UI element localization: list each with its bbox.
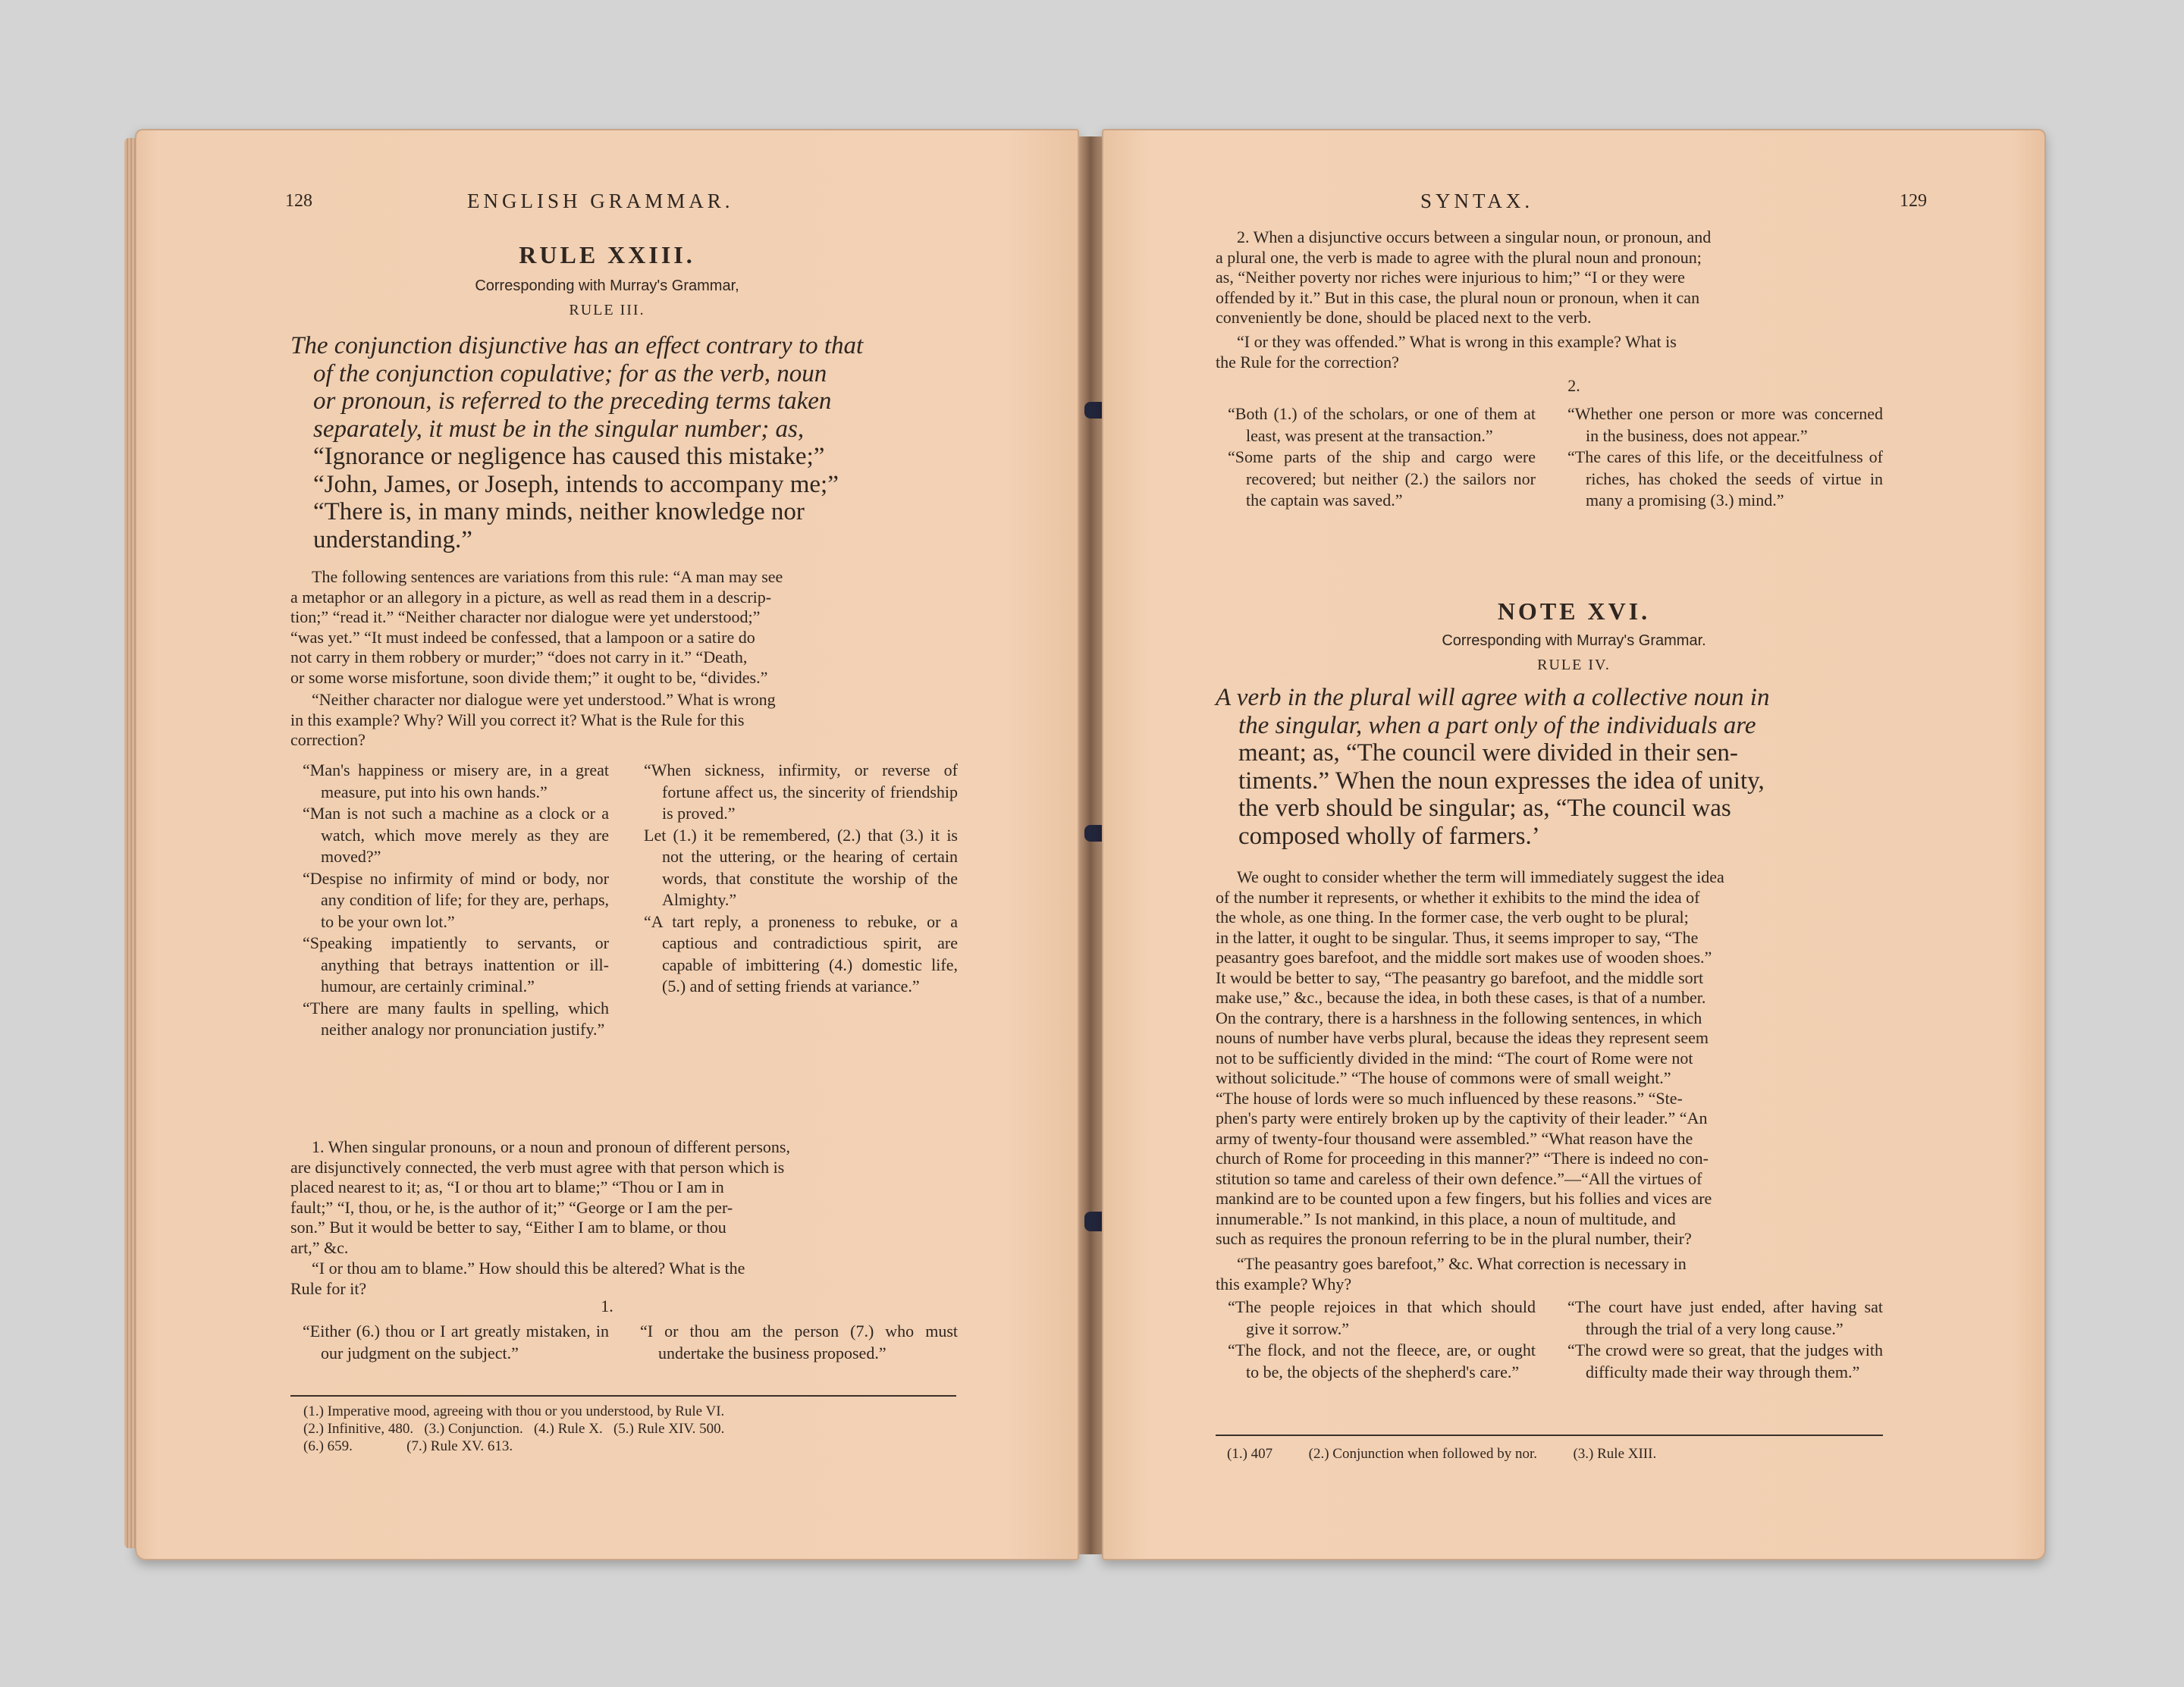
examples2-column-left	[290, 1321, 609, 1364]
example-item: “Whether one person or more was concerned in the business, does not appear.”	[1567, 404, 1883, 445]
example-item: “Man is not such a machine as a clock or a watch, which move merely as they are moved?”	[303, 804, 609, 866]
example-item: “Both (1.) of the scholars, or one of them at least, was present at the transaction.”	[1228, 404, 1536, 445]
left-page	[135, 129, 1079, 1560]
rule-text: A verb in the plural will agree with a collective noun in the singular, when a part only of the individuals are meant; as, “The council were divided in their sen- timents.” When the noun expresses the idea of unity, the verb should be singular; as, “The council was composed wholly of farmers.’	[1216, 684, 1770, 850]
example-item: “The crowd were so great, that the judges with difficulty made their way through them.”	[1567, 1341, 1883, 1381]
paragraph-collective-nouns: We ought to consider whether the term will immediately suggest the idea of the number it represents, or whether it exhibits to the mind the idea of the whole, as one thing. In the former case, the verb ought to be plural; in the latter, it ought to be singular. Thus, it seems improper to say, “The peasantry goes barefoot, and the middle sort makes use of wooden shoes.” It would be better to say, “The peasantry go barefoot, and the middle sort make use,” &c., because the idea, in both these cases, is that of a number. On the contrary, there is a harshness in the following sentences, in which nouns of number have verbs plural, because the ideas they represent seem not to be sufficiently divided in the mind: “The court of Rome were not without solicitude.” “The house of commons were of small weight.” “The house of lords were so much influenced by these reasons.” “Ste- phen's party were entirely broken up by the captivity of their leader.” “An army of twenty-four thousand were assembled.” “What reason have the church of Rome for proceeding in this manner?” “There is indeed no con- stitution so tame and careless of their own defence.”—“All the virtues of mankind are to be counted upon a few fingers, but his follies and vices are innumerable.” Is not mankind, in this place, a noun of multitude, and such as requires the pronoun referring to be in the plural number, their?	[1216, 867, 1724, 1248]
example-item: “There are many faults in spelling, which neither analogy nor pronunciation justify.”	[303, 998, 609, 1039]
page-number: 129	[1900, 191, 1927, 211]
example-item: “The flock, and not the fleece, are, or ought to be, the objects of the shepherd's care.”	[1228, 1341, 1536, 1381]
examples-column-left	[290, 760, 609, 1041]
corresponding-note: Corresponding with Murray's Grammar.	[1442, 632, 1706, 649]
example-item: “Despise no infirmity of mind or body, nor any condition of life; for they are, perhaps, to be your own lot.”	[303, 868, 609, 931]
example-item: Let (1.) it be remembered, (2.) that (3.) it is not the uttering, or the hearing of certain words, that constitute the worship of the Almighty.”	[644, 825, 958, 909]
rule-heading: RULE XXIII.	[519, 241, 695, 268]
example-item: “Either (6.) thou or I art greatly mistaken, in our judgment on the subject.”	[303, 1322, 609, 1362]
rule-label: RULE III.	[569, 302, 645, 318]
paragraph-plural-disjunctive: 2. When a disjunctive occurs between a singular noun, or pronoun, and a plural one, the verb is made to agree with the plural noun and pronoun; as, “Neither poverty nor riches were injurious to him;” “I or they were offended by it.” But in this case, the plural noun or pronoun, when it can conveniently be done, should be placed next to the verb.	[1216, 227, 1712, 327]
paragraph-correction-question: “The peasantry goes barefoot,” &c. What correction is necessary in this example? Why?	[1216, 1254, 1687, 1293]
paragraph-question: “Neither character nor dialogue were yet understood.” What is wrong in this example? Why? Will you correct it? What is the Rule for this correction?	[290, 690, 776, 749]
example-item: “Some parts of the ship and cargo were recovered; but neither (2.) the sailors nor the captain was saved.”	[1228, 447, 1536, 510]
footnotes: (1.) 407 (2.) Conjunction when followed by nor. (3.) Rule XIII.	[1227, 1446, 1657, 1462]
paragraph-disjunctive-persons: 1. When singular pronouns, or a noun and pronoun of different persons, are disjunctively connected, the verb must agree with that person which is placed nearest to it; as, “I or thou art to blame;” “Thou or I am in fault;” “I, thou, or he, is the author of it;” “George or I am the per- son.” But it would be better to say, “Either I am to blame, or thou art,” &c.	[290, 1137, 790, 1257]
section-number: 1.	[601, 1297, 613, 1315]
example-item: “When sickness, infirmity, or reverse of fortune affect us, the sincerity of friendship is proved.”	[644, 760, 958, 823]
examples2-column-left	[1216, 1297, 1536, 1383]
example-item: “The cares of this life, or the deceitfulness of riches, has choked the seeds of virtue in many a promising (3.) mind.”	[1567, 447, 1883, 510]
page-edges	[124, 138, 136, 1548]
examples-column-left	[1216, 403, 1536, 512]
example-item: “A tart reply, a proneness to rebuke, or a captious and contradictious spirit, are capable of imbittering (4.) domestic life, (5.) and of setting friends at variance.”	[644, 911, 958, 996]
footnote-divider	[290, 1395, 956, 1397]
footnote-divider	[1216, 1435, 1883, 1436]
open-book	[135, 129, 2046, 1560]
examples-column-right	[1555, 403, 1883, 512]
examples2-column-right	[628, 1321, 958, 1364]
example-item: “The people rejoices in that which should give it sorrow.”	[1228, 1297, 1536, 1338]
example-item: “I or thou am the person (7.) who must undertake the business proposed.”	[640, 1322, 958, 1362]
page-number: 128	[285, 191, 312, 211]
example-item: “The court have just ended, after having sat through the trial of a very long cause.”	[1567, 1297, 1883, 1338]
running-head: ENGLISH GRAMMAR.	[467, 190, 734, 212]
examples2-column-right	[1555, 1297, 1883, 1383]
example-item: “Speaking impatiently to servants, or anything that betrays inattention or ill-humour, are certainly criminal.”	[303, 933, 609, 996]
rule-label: RULE IV.	[1537, 657, 1611, 673]
rule-text: The conjunction disjunctive has an effect contrary to that of the conjunction copulative; for as the verb, noun or pronoun, is referred to the preceding terms taken separately, it must be in the singular number; as, “Ignorance or negligence has caused this mistake;” “John, James, or Joseph, intends to accompany me;” “There is, in many minds, neither knowledge nor understanding.”	[290, 332, 864, 553]
book-spine	[1079, 136, 1102, 1554]
running-head: SYNTAX.	[1420, 190, 1534, 212]
corresponding-note: Corresponding with Murray's Grammar,	[475, 278, 739, 294]
right-page	[1102, 129, 2046, 1560]
footnotes: (1.) Imperative mood, agreeing with thou or you understood, by Rule VI. (2.) Infinitive, 480. (3.) Conjunction. (4.) Rule X. (5.) Rule XIV. 500. (6.) 659. (7.) Rule XV. 613.	[303, 1403, 725, 1454]
example-item: “Man's happiness or misery are, in a great measure, put into his own hands.”	[303, 760, 609, 801]
section-number: 2.	[1567, 376, 1580, 395]
examples-column-right	[632, 760, 958, 998]
paragraph-alter-question: “I or thou am to blame.” How should this be altered? What is the Rule for it?	[290, 1259, 745, 1298]
paragraph-variations: The following sentences are variations from this rule: “A man may see a metaphor or an allegory in a picture, as well as read them in a descrip- tion;” “read it.” “Neither character nor dialogue were yet understood;” “was yet.” “It must indeed be confessed, that a lampoon or a satire do not carry in them robbery or murder;” “does not carry in it.” “Death, or some worse misfortune, soon divide them;” it ought to be, “divides.”	[290, 567, 783, 687]
note-heading: NOTE XVI.	[1497, 597, 1651, 625]
paragraph-question: “I or they was offended.” What is wrong in this example? What is the Rule for the correction?	[1216, 332, 1677, 372]
